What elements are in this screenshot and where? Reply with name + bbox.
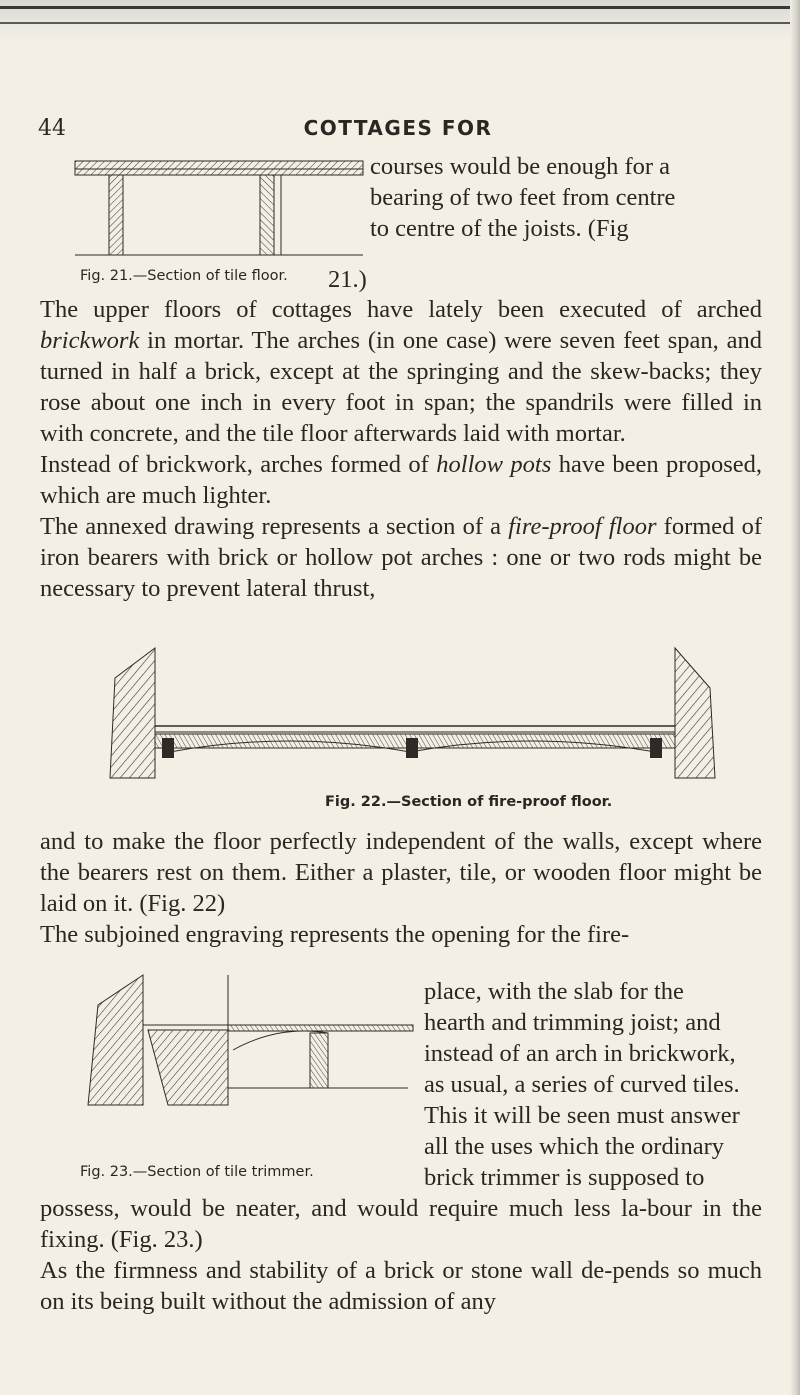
page-number: 44 <box>38 116 66 141</box>
fig21-side-text <box>370 151 760 244</box>
p1-before: The upper floors of cottages have lately been executed of arched <box>40 296 762 323</box>
fig23-caption: Fig. 23.—Section of tile trimmer. <box>80 1164 314 1180</box>
fig21-line-1: courses would be enough for a <box>370 153 671 180</box>
fig23-tile-trimmer-drawing <box>78 975 418 1110</box>
fig23-side-text <box>424 976 762 1162</box>
top-rule-secondary <box>0 22 800 24</box>
fig21-line-2: bearing of two feet from centre <box>370 184 676 211</box>
p5-side-line-3: instead of an arch in brickwork, <box>424 1040 736 1067</box>
paragraph-4: and to make the floor perfectly independent of the walls, except where the bearers rest on them. Either a plaster, tile, or wooden floor might be laid on it. (Fig. 22) <box>40 828 762 917</box>
body-bottom <box>40 1193 762 1317</box>
p5-side-line-5: This it will be seen must answer <box>424 1102 740 1129</box>
p5-side-line-6: all the uses which the ordinary <box>424 1133 725 1160</box>
p2-before: Instead of brickwork, arches formed of <box>40 451 437 478</box>
running-head <box>38 116 758 146</box>
paragraph-5-first-line: The subjoined engraving represents the opening for the fire- <box>40 921 630 948</box>
p5-side-line-4: as usual, a series of curved tiles. <box>424 1071 740 1098</box>
running-title: COTTAGES FOR <box>303 116 493 140</box>
p1-after: in mortar. The arches (in one case) were seven feet span, and turned in half a brick, except at the springing and the skew-backs; they rose about one inch in every foot in span; the spandrils were filled in with concrete, and the tile floor afterwards laid with mortar. <box>40 327 762 447</box>
p3-after: formed of iron bearers with brick or hollow pot arches : one or two rods might be necessary to prevent lateral thrust, <box>40 513 762 602</box>
page-top-edge <box>0 0 800 42</box>
p1-emphasis: brickwork <box>40 327 140 354</box>
fig21-line-4: 21.) <box>328 266 367 293</box>
fig21-caption: Fig. 21.—Section of tile floor. <box>80 268 288 284</box>
body-top <box>40 294 762 604</box>
paragraph-2 <box>40 449 762 511</box>
paragraph-3 <box>40 511 762 604</box>
fig21-line-3: to centre of the joists. (Fig <box>370 215 629 242</box>
paragraph-1 <box>40 294 762 449</box>
p2-emphasis: hollow pots <box>436 451 552 478</box>
p2-after: have been proposed, which are much lighter. <box>40 451 762 509</box>
p5-side-line-2: hearth and trimming joist; and <box>424 1009 721 1036</box>
fig22-caption: Fig. 22.—Section of fire-proof floor. <box>325 794 613 810</box>
p3-before: The annexed drawing represents a section of a <box>40 513 509 540</box>
p3-emphasis: fire-proof floor <box>508 513 657 540</box>
p5-side-line-1: place, with the slab for the <box>424 978 684 1005</box>
p5-side-line-7: brick trimmer is supposed to <box>424 1164 705 1191</box>
fig21-tile-floor-drawing <box>75 155 365 265</box>
fig22-fireproof-floor-drawing <box>110 648 720 788</box>
top-rule <box>0 6 790 9</box>
body-middle <box>40 826 762 950</box>
paragraph-6: As the firmness and stability of a brick or stone wall de-pends so much on its being built without the admission of any <box>40 1257 762 1315</box>
paragraph-5-rest: possess, would be neater, and would require much less la-bour in the fixing. (Fig. 23.) <box>40 1195 762 1253</box>
page-right-edge <box>790 0 800 1395</box>
